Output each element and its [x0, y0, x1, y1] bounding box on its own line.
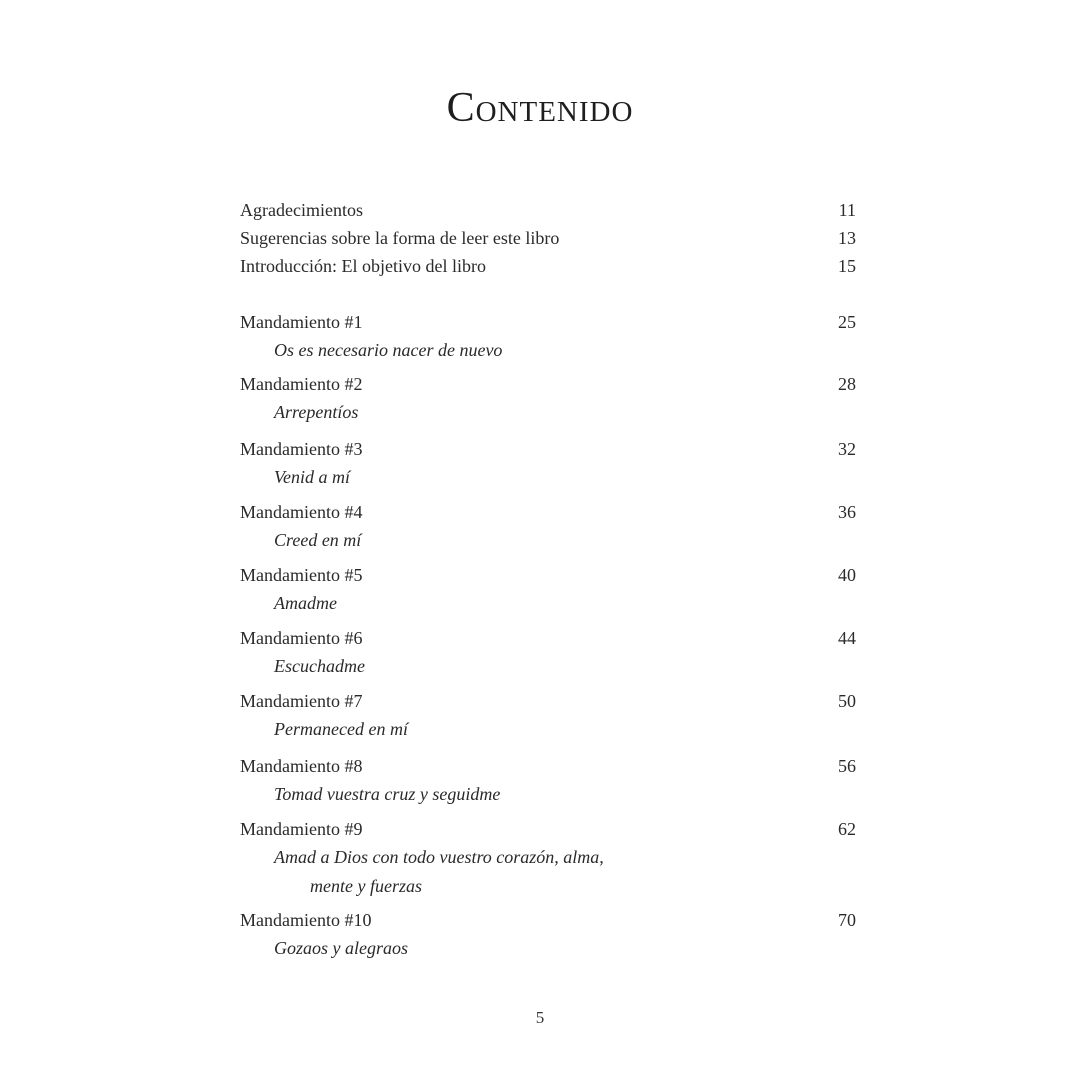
toc-entry-subtitle: Venid a mí [274, 467, 350, 487]
toc-entry [240, 687, 856, 715]
toc-entry [240, 498, 856, 526]
toc-entry-page: 44 [838, 628, 856, 648]
toc-entry [240, 752, 856, 780]
toc-entry-label: Mandamiento #4 [240, 502, 363, 522]
toc-entry-page: 36 [838, 502, 856, 522]
toc-front-matter [240, 196, 856, 280]
toc-entry [240, 815, 856, 843]
toc-entry-page: 70 [838, 910, 856, 930]
toc-entry-subtitle: Gozaos y alegraos [274, 938, 408, 958]
toc-chapter [240, 370, 856, 427]
page-number-folio: 5 [535, 1008, 545, 1027]
toc-entry-page: 62 [838, 819, 856, 839]
toc-entry-label: Mandamiento #8 [240, 756, 363, 776]
toc-entry-subtitle: Tomad vuestra cruz y seguidme [274, 784, 501, 804]
toc-entry-page: 56 [838, 756, 856, 776]
toc-entry-page: 11 [838, 200, 856, 220]
toc-entry-page: 40 [838, 565, 856, 585]
toc-chapter [240, 906, 856, 963]
toc-chapter [240, 815, 856, 901]
toc-entry [240, 435, 856, 463]
toc-entry-label: Mandamiento #6 [240, 628, 363, 648]
toc-chapter [240, 752, 856, 809]
toc-entry-label: Mandamiento #3 [240, 439, 363, 459]
toc-entry [240, 624, 856, 652]
toc-entry-page: 32 [838, 439, 856, 459]
toc-entry-page: 25 [838, 312, 856, 332]
toc-chapter [240, 498, 856, 555]
toc-entry-label: Introducción: El objetivo del libro [240, 256, 486, 276]
toc-entry-page: 28 [838, 374, 856, 394]
toc-entry-subtitle-block [240, 843, 856, 901]
toc-chapter [240, 435, 856, 492]
toc-chapter [240, 687, 856, 744]
toc-entry-label: Mandamiento #1 [240, 312, 363, 332]
toc-entry [240, 308, 856, 336]
toc-entry-subtitle: Amadme [274, 593, 337, 613]
toc-entry-label: Mandamiento #2 [240, 374, 363, 394]
toc-entry-label: Sugerencias sobre la forma de leer este libro [240, 228, 560, 248]
toc-entry-subtitle: Escuchadme [274, 656, 365, 676]
toc-entry-label: Mandamiento #10 [240, 910, 372, 930]
toc-entry-subtitle-continuation: mente y fuerzas [310, 876, 422, 896]
toc-entry-subtitle: Amad a Dios con todo vuestro corazón, alma, [274, 847, 604, 867]
toc-entry-subtitle: Creed en mí [274, 530, 362, 550]
toc-entry [240, 252, 856, 280]
toc-entry [240, 196, 856, 224]
toc-chapter [240, 561, 856, 618]
toc-entry-label: Agradecimientos [240, 200, 363, 220]
page-title: Contenido [446, 85, 634, 131]
toc-entry-label: Mandamiento #5 [240, 565, 363, 585]
toc-entry-subtitle: Arrepentíos [274, 402, 359, 422]
toc-chapter [240, 624, 856, 681]
toc-entry [240, 224, 856, 252]
toc-entry-label: Mandamiento #9 [240, 819, 363, 839]
toc-entry [240, 561, 856, 589]
toc-entry-page: 15 [838, 256, 856, 276]
toc-entry-page: 13 [838, 228, 856, 248]
toc-entry-label: Mandamiento #7 [240, 691, 363, 711]
toc-entry-subtitle: Os es necesario nacer de nuevo [274, 340, 503, 360]
toc-chapter [240, 308, 856, 365]
toc-entry-page: 50 [838, 691, 856, 711]
toc-entry [240, 906, 856, 934]
toc-entry-subtitle: Permaneced en mí [274, 719, 408, 739]
toc-entry [240, 370, 856, 398]
